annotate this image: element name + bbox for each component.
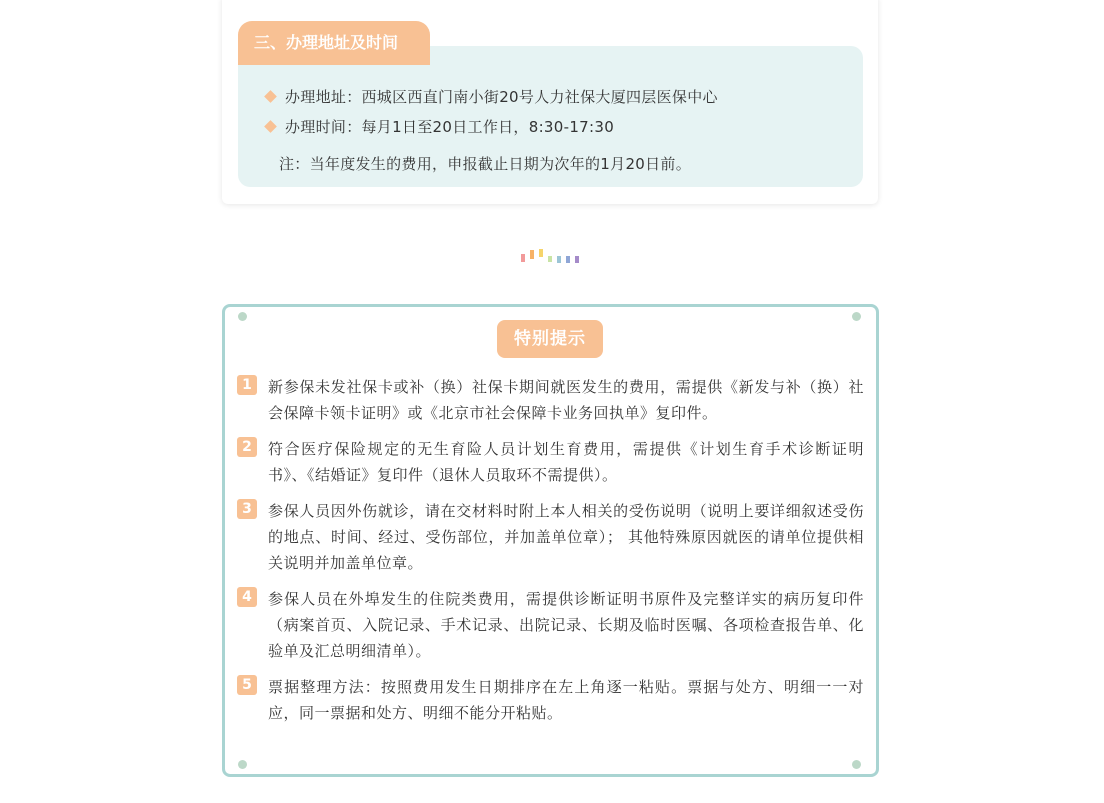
tip-number-badge: 1	[237, 375, 257, 395]
corner-dot-icon	[238, 760, 247, 769]
tip-text: 票据整理方法：按照费用发生日期排序在左上角逐一粘贴。票据与处方、明细一一对应，同一票据和处方、明细不能分开粘贴。	[268, 678, 864, 722]
divider-bar	[530, 250, 534, 259]
hours-text: 办理时间：每月1日至20日工作日，8:30-17:30	[285, 118, 615, 136]
section-title-tab: 三、办理地址及时间	[238, 21, 430, 65]
divider-bar	[566, 256, 570, 263]
tip-text: 参保人员因外伤就诊，请在交材料时附上本人相关的受伤说明（说明上要详细叙述受伤的地点、时间、经过、受伤部位，并加盖单位章）； 其他特殊原因就医的请单位提供相关说明并加盖单位章。	[268, 502, 864, 572]
tip-text: 新参保未发社保卡或补（换）社保卡期间就医发生的费用，需提供《新发与补（换）社会保障卡领卡证明》或《北京市社会保障卡业务回执单》复印件。	[268, 378, 864, 422]
tip-number-badge: 3	[237, 499, 257, 519]
diamond-bullet-icon	[264, 120, 277, 133]
corner-dot-icon	[852, 312, 861, 321]
rainbow-divider	[521, 248, 581, 264]
address-text: 办理地址：西城区西直门南小街20号人力社保大厦四层医保中心	[285, 88, 718, 106]
corner-dot-icon	[852, 760, 861, 769]
tip-number-badge: 5	[237, 675, 257, 695]
corner-dot-icon	[238, 312, 247, 321]
divider-bar	[575, 256, 579, 263]
tip-number-badge: 2	[237, 437, 257, 457]
diamond-bullet-icon	[264, 90, 277, 103]
tip-number-badge: 4	[237, 587, 257, 607]
deadline-note: 注：当年度发生的费用，申报截止日期为次年的1月20日前。	[279, 155, 692, 173]
divider-bar	[548, 256, 552, 262]
tip-text: 参保人员在外埠发生的住院类费用，需提供诊断证明书原件及完整详实的病历复印件（病案首页、入院记录、手术记录、出院记录、长期及临时医嘱、各项检查报告单、化验单及汇总明细清单）。	[268, 590, 864, 660]
divider-bar	[539, 249, 543, 257]
divider-bar	[521, 254, 525, 262]
divider-bar	[557, 256, 561, 263]
address-row	[262, 86, 718, 107]
tip-text: 符合医疗保险规定的无生育险人员计划生育费用，需提供《计划生育手术诊断证明书》、《结婚证》复印件（退休人员取环不需提供）。	[268, 440, 864, 484]
tips-title: 特别提示	[497, 320, 603, 358]
hours-row	[262, 116, 614, 137]
